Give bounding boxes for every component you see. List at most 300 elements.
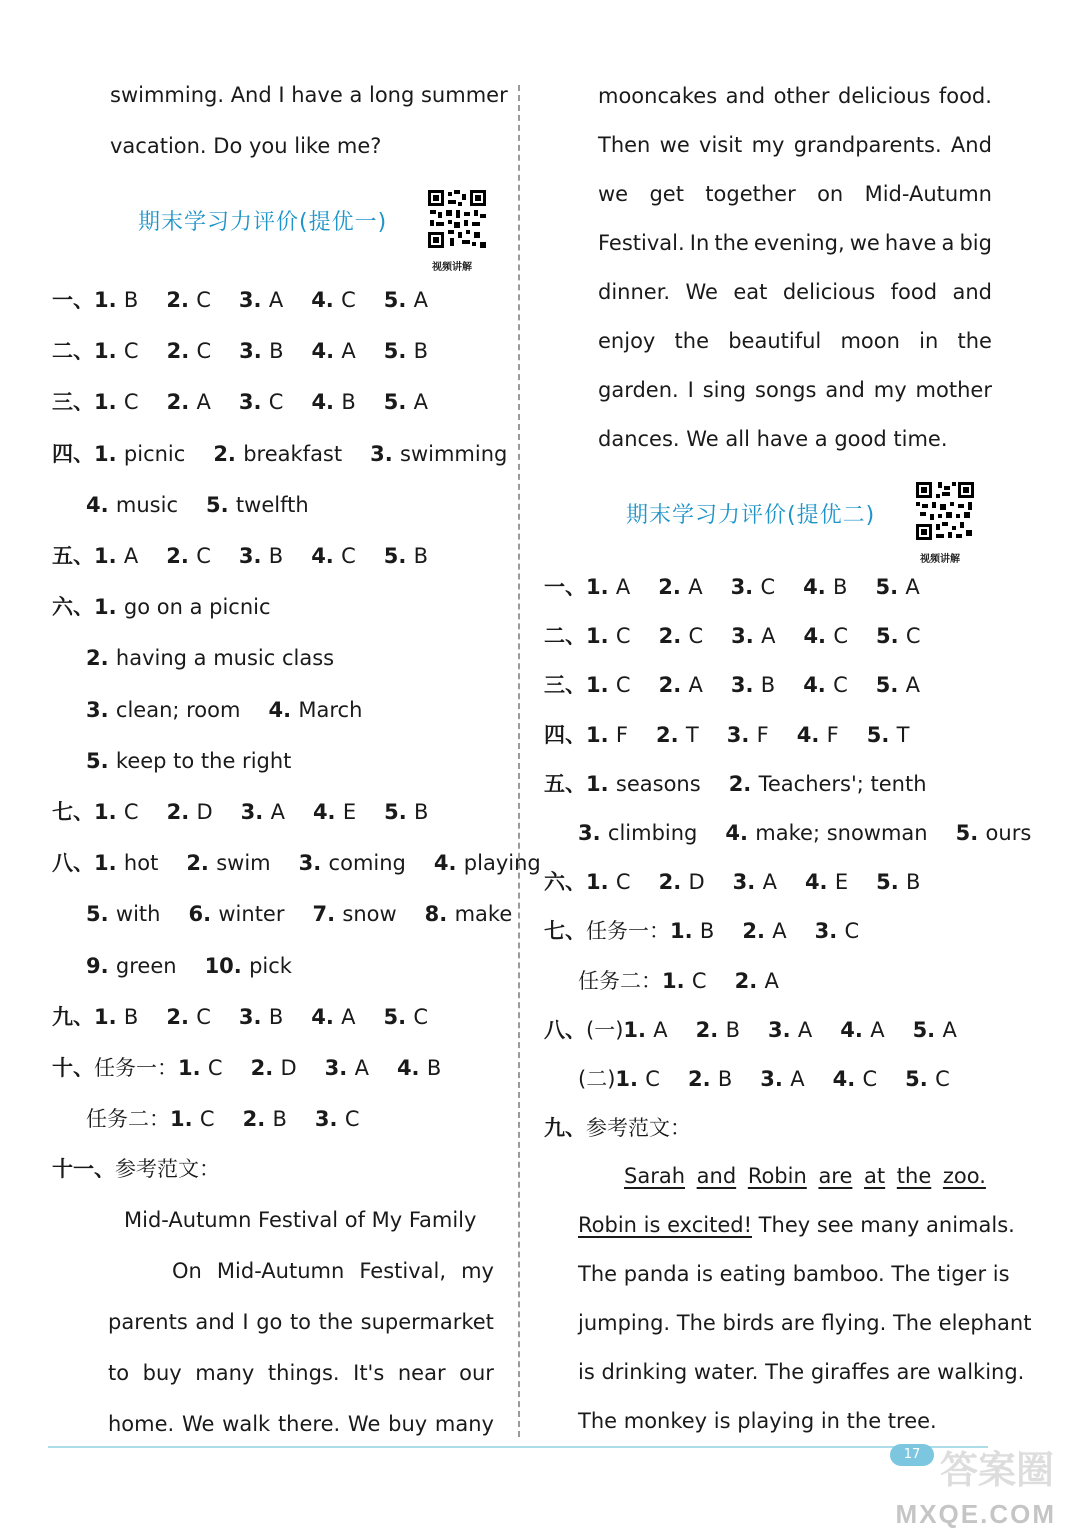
answer-value: C	[196, 288, 211, 312]
question-number: 1.	[94, 390, 124, 415]
answer-value: D	[280, 1056, 297, 1080]
answer-item	[735, 969, 779, 993]
essay-word: garden.	[598, 378, 679, 402]
answer-item	[727, 723, 769, 747]
section-number: 五、	[544, 771, 586, 796]
question-number: 1.	[94, 288, 124, 312]
section-number: 四、	[544, 722, 586, 747]
answer-item	[170, 1107, 215, 1131]
answer-item	[178, 1056, 223, 1080]
answer-item	[425, 902, 513, 926]
answer-item	[670, 919, 714, 943]
answer-value: B	[123, 288, 139, 312]
answer-value: C	[862, 1067, 878, 1091]
answer-value: snow	[342, 902, 397, 927]
answer-value: E	[834, 870, 849, 895]
answer-value: A	[764, 968, 779, 993]
essay-title: Mid-Autumn Festival of My Family	[124, 1208, 477, 1232]
answer-value: C	[123, 390, 139, 415]
essay-word: delicious	[837, 84, 931, 108]
answer-item	[876, 870, 920, 894]
answer-item	[956, 821, 1032, 845]
essay-word: food	[890, 280, 938, 304]
answer-value: A	[905, 673, 921, 698]
answer-item	[729, 772, 927, 796]
question-number: 5.	[383, 544, 414, 568]
essay-word: my	[461, 1259, 494, 1283]
answer-item	[803, 624, 848, 648]
answer-value: F	[615, 722, 628, 747]
question-number: 5.	[876, 870, 907, 895]
question-number: 1.	[586, 624, 616, 649]
answer-item	[586, 723, 628, 747]
question-number: 2.	[213, 441, 244, 466]
essay-word: Festival.	[598, 231, 685, 255]
question-number: 5.	[955, 821, 986, 845]
answer-value: C	[688, 624, 704, 649]
essay-line	[598, 278, 992, 306]
essay-word: things.	[267, 1361, 340, 1385]
answer-item	[586, 870, 631, 894]
answer-item	[913, 1018, 957, 1042]
question-number: 2.	[734, 968, 765, 993]
question-number: 1.	[662, 968, 692, 993]
answer-item	[384, 544, 428, 568]
answer-value: B	[272, 1107, 287, 1132]
answer-value: A	[615, 575, 631, 599]
essay-word: And	[950, 133, 992, 157]
question-number: 2.	[166, 1004, 197, 1029]
underlined-sentence: Robin is excited!	[578, 1213, 752, 1237]
question-number: 4.	[396, 1056, 427, 1080]
answer-value: B	[123, 1004, 139, 1029]
answer-item	[733, 870, 777, 894]
essay-line: dances. We all have a good time.	[598, 427, 948, 451]
answer-item	[384, 1005, 429, 1029]
answer-item	[311, 288, 356, 312]
answer-item	[656, 723, 699, 747]
essay-word: buy	[388, 1412, 428, 1436]
question-number: 4.	[311, 288, 342, 312]
essay-word: near	[397, 1361, 446, 1385]
answer-item	[299, 851, 406, 875]
answer-item	[239, 288, 283, 312]
question-number: 1.	[586, 575, 616, 599]
section-number: 一、	[544, 575, 586, 599]
answer-item	[797, 723, 839, 747]
essay-word: the	[318, 1310, 354, 1334]
answer-item	[86, 902, 160, 926]
answer-value: music	[115, 492, 178, 517]
essay-word: We	[347, 1412, 381, 1436]
answer-value: C	[341, 288, 356, 312]
question-number: 4.	[804, 870, 835, 895]
watermark-text: MXQE.COM	[895, 1499, 1056, 1529]
answer-item	[578, 821, 697, 845]
answer-item	[86, 646, 334, 670]
question-number: 3.	[238, 1004, 269, 1029]
answer-row	[544, 917, 887, 945]
question-number: 5.	[86, 748, 116, 773]
question-number: 3.	[768, 1017, 798, 1042]
question-number: 4.	[311, 1004, 342, 1029]
answer-value: A	[123, 544, 139, 568]
answer-item	[760, 1067, 804, 1091]
essay-line	[598, 131, 992, 159]
question-number: 2.	[166, 800, 197, 824]
answer-item	[768, 1018, 812, 1042]
answer-value: B	[269, 339, 284, 364]
question-number: 2.	[656, 722, 686, 747]
question-number: 1.	[94, 595, 124, 620]
answer-row	[86, 644, 362, 672]
answer-value: C	[935, 1067, 950, 1091]
answer-item	[94, 595, 271, 619]
answer-value: B	[414, 800, 429, 824]
answer-value: T	[685, 722, 699, 747]
answer-value: swimming	[400, 441, 508, 466]
question-number: 5.	[912, 1017, 943, 1042]
answer-row	[52, 1003, 456, 1031]
answer-item	[805, 870, 848, 894]
answer-value: seasons	[615, 771, 701, 796]
answer-item	[239, 390, 284, 414]
answer-item	[875, 575, 919, 599]
question-number: 2.	[742, 919, 773, 944]
essay-heading	[544, 1114, 691, 1142]
answer-row	[578, 967, 807, 995]
answer-row	[86, 747, 319, 775]
essay-word: my	[751, 133, 785, 157]
essay-word: evening,	[753, 231, 845, 255]
section-number: 二、	[544, 624, 586, 649]
question-number: 2.	[687, 1067, 718, 1091]
essay-word: my	[873, 378, 907, 402]
qr-caption: 视频讲解	[920, 554, 960, 565]
essay-word: other	[773, 84, 830, 108]
answer-value: A	[772, 919, 787, 944]
section-number: 八、	[544, 1017, 586, 1042]
essay-word: walk	[222, 1412, 271, 1436]
question-number: 2.	[658, 870, 689, 895]
answer-value: B	[413, 544, 429, 568]
answer-value: coming	[328, 851, 406, 876]
essay-line: is drinking water. The giraffes are walking.	[578, 1360, 1025, 1384]
question-number: 2.	[658, 673, 689, 698]
answer-value: A	[905, 575, 920, 599]
essay-word: the	[957, 329, 992, 353]
task-label: (一)	[586, 1017, 624, 1042]
answer-row	[52, 388, 456, 416]
answer-item	[206, 493, 309, 517]
essay-word: food.	[938, 84, 992, 108]
answer-value: B	[699, 919, 715, 944]
answer-value: B	[426, 1056, 442, 1080]
essay-word: Mid-Autumn	[216, 1259, 345, 1283]
answer-value: A	[270, 800, 285, 824]
answer-value: A	[196, 390, 211, 415]
answer-item	[397, 1056, 441, 1080]
answer-item	[167, 390, 211, 414]
answer-item	[623, 1018, 667, 1042]
question-number: 1.	[94, 441, 124, 466]
question-number: 3.	[298, 851, 329, 876]
essay-word: are	[818, 1164, 853, 1188]
essay-word: mooncakes	[598, 84, 718, 108]
answer-value: A	[413, 390, 429, 415]
essay-word: sing	[702, 378, 747, 402]
answer-item	[384, 339, 428, 363]
question-number: 4.	[268, 697, 299, 722]
answer-value: A	[341, 339, 356, 364]
essay-word: at	[864, 1164, 886, 1188]
essay-word: Then	[598, 133, 651, 157]
answer-item	[384, 288, 428, 312]
answer-item	[659, 673, 703, 697]
answer-item	[803, 575, 847, 599]
answer-item	[434, 851, 541, 875]
answer-value: March	[298, 697, 363, 722]
essay-line	[598, 180, 992, 208]
answer-item	[688, 1067, 732, 1091]
answer-value: C	[615, 673, 631, 698]
question-number: 5.	[876, 624, 906, 649]
question-number: 5.	[384, 800, 415, 824]
answer-item	[731, 624, 775, 648]
essay-word: the	[674, 329, 710, 353]
answer-item	[659, 870, 705, 894]
answer-item	[840, 1018, 884, 1042]
section-number: 十一、	[52, 1157, 115, 1181]
essay-word: the	[714, 231, 749, 255]
answer-value: B	[717, 1067, 733, 1091]
section-number: 八、	[52, 851, 94, 876]
essay-line	[598, 327, 992, 355]
watermark-logo: 答案圈	[939, 1448, 1054, 1492]
question-number: 5.	[206, 492, 236, 517]
essay-word: many	[195, 1361, 255, 1385]
answer-value: A	[268, 288, 284, 312]
question-number: 5.	[866, 722, 897, 747]
answer-item	[86, 698, 240, 722]
section-title-2: 期末学习力评价(提优二)	[626, 503, 876, 528]
answer-value: playing	[463, 851, 541, 876]
answer-value: make; snowman	[755, 821, 928, 845]
question-number: 5.	[875, 673, 906, 698]
essay-word: beautiful	[728, 329, 822, 353]
answer-item	[384, 390, 428, 414]
question-number: 2.	[166, 390, 197, 415]
answer-value: B	[760, 673, 776, 698]
question-number: 5.	[383, 1004, 414, 1029]
question-number: 4.	[433, 851, 464, 876]
essay-word: together	[705, 182, 796, 206]
task-label: 任务一：	[586, 919, 670, 944]
section-number: 七、	[52, 800, 94, 824]
essay-line	[578, 1211, 1015, 1239]
question-number: 4.	[311, 390, 342, 415]
essay-line	[598, 229, 992, 257]
question-number: 4.	[311, 544, 342, 568]
question-number: 5.	[383, 390, 414, 415]
answer-value: winter	[218, 902, 285, 927]
answer-value: C	[123, 800, 139, 824]
essay-word: we	[849, 231, 880, 255]
question-number: 2.	[658, 624, 689, 649]
answer-row	[52, 593, 299, 621]
question-number: 4.	[803, 673, 834, 698]
essay-word: Robin	[747, 1164, 807, 1188]
answer-row	[544, 868, 948, 896]
answer-value: C	[196, 339, 212, 364]
qr-code-icon[interactable]	[914, 480, 976, 542]
essay-word: zoo.	[942, 1164, 986, 1188]
answer-value: C	[691, 968, 707, 993]
answer-item	[188, 902, 284, 926]
question-number: 1.	[586, 870, 616, 895]
qr-code-icon[interactable]	[426, 188, 488, 250]
answer-item	[86, 493, 178, 517]
question-number: 2.	[166, 288, 197, 312]
answer-item	[876, 673, 920, 697]
answer-value: A	[341, 1004, 356, 1029]
essay-line	[172, 1257, 494, 1285]
answer-value: C	[905, 624, 921, 649]
answer-value: clean; room	[115, 697, 241, 722]
question-number: 2.	[166, 544, 197, 568]
essay-line	[108, 1359, 494, 1387]
essay-label: 参考范文：	[115, 1157, 220, 1181]
question-number: 3.	[238, 544, 269, 568]
page-number: 17	[890, 1444, 934, 1466]
answer-item	[586, 673, 631, 697]
answer-item	[876, 624, 921, 648]
essay-heading	[52, 1155, 220, 1183]
answer-value: C	[207, 1056, 223, 1080]
question-number: 4.	[86, 492, 116, 517]
question-number: 3.	[314, 1107, 345, 1132]
essay-word: go	[256, 1310, 283, 1334]
essay-word: I	[687, 378, 694, 402]
answer-item	[241, 800, 285, 824]
question-number: 10.	[204, 953, 250, 978]
qr-caption: 视频讲解	[432, 262, 472, 273]
essay-word: and	[195, 1310, 235, 1334]
question-number: 2.	[166, 339, 197, 364]
answer-item	[239, 1005, 283, 1029]
question-number: 3.	[239, 339, 270, 364]
essay-word: our	[459, 1361, 494, 1385]
question-number: 3.	[324, 1056, 355, 1080]
answer-value: B	[268, 544, 284, 568]
answer-value: C	[199, 1107, 215, 1132]
section-number: 九、	[544, 1116, 586, 1140]
answer-value: C	[615, 870, 631, 895]
answer-value: twelfth	[235, 492, 309, 517]
answer-row	[578, 819, 1059, 847]
intro-line-2: vacation. Do you like me?	[110, 134, 382, 158]
answer-value: B	[413, 339, 429, 364]
answer-value: C	[268, 390, 284, 415]
question-number: 3.	[578, 821, 608, 845]
footer-rule	[48, 1446, 988, 1448]
essay-line: The monkey is playing in the tree.	[578, 1409, 937, 1433]
answer-value: D	[196, 800, 213, 824]
column-divider	[518, 85, 520, 1437]
answer-item	[239, 544, 283, 568]
question-number: 4.	[312, 800, 343, 824]
essay-word: big	[959, 231, 992, 255]
answer-value: E	[342, 800, 357, 824]
answer-value: A	[870, 1017, 885, 1042]
question-number: 1.	[94, 800, 124, 824]
answer-value: hot	[123, 851, 159, 876]
essay-word: there.	[277, 1412, 341, 1436]
essay-word: We	[685, 280, 718, 304]
section-title-1: 期末学习力评价(提优一)	[138, 210, 388, 235]
essay-word: grandparents.	[793, 133, 942, 157]
answer-row	[52, 798, 456, 826]
answer-item	[615, 1067, 660, 1091]
answer-value: Teachers'; tenth	[758, 771, 927, 796]
answer-item	[94, 288, 138, 312]
answer-value: C	[760, 575, 776, 599]
question-number: 5.	[905, 1067, 936, 1091]
essay-word: parents	[108, 1310, 188, 1334]
answer-item	[166, 1005, 211, 1029]
essay-line	[598, 376, 992, 404]
answer-item	[586, 772, 701, 796]
answer-item	[239, 339, 283, 363]
section-number: 三、	[52, 390, 94, 415]
answer-item	[659, 624, 704, 648]
question-number: 4.	[311, 339, 342, 364]
question-number: 1.	[94, 1004, 124, 1029]
answer-value: ours	[985, 821, 1032, 845]
section-number: 七、	[544, 919, 586, 944]
essay-line: jumping. The birds are flying. The elephant	[578, 1311, 1032, 1335]
task-label: 任务一：	[94, 1056, 178, 1080]
question-number: 1.	[586, 722, 616, 747]
answer-value: A	[762, 870, 777, 895]
question-number: 5.	[875, 575, 906, 599]
section-number: 九、	[52, 1004, 94, 1029]
page-footer	[884, 1436, 1064, 1536]
answer-item	[186, 851, 270, 875]
essay-word: songs	[755, 378, 817, 402]
essay-label: 参考范文：	[586, 1116, 691, 1140]
answer-item	[166, 544, 211, 568]
answer-item	[268, 698, 362, 722]
answer-item	[311, 544, 356, 568]
intro-line-1: swimming. And I have a long summer	[110, 83, 508, 107]
essay-word: supermarket	[360, 1310, 494, 1334]
essay-word: we	[598, 182, 629, 206]
question-number: 3.	[238, 288, 269, 312]
essay-line	[108, 1410, 494, 1438]
question-number: 3.	[86, 697, 116, 722]
essay-word: to	[108, 1361, 130, 1385]
task-label: 任务二：	[578, 968, 662, 993]
essay-word: and	[725, 84, 766, 108]
answer-row	[52, 337, 456, 365]
answer-item	[696, 1018, 740, 1042]
section-number: 四、	[52, 441, 94, 466]
essay-word: On	[172, 1259, 202, 1283]
question-number: 8.	[424, 902, 455, 927]
answer-item	[312, 902, 396, 926]
essay-word: we	[659, 133, 690, 157]
